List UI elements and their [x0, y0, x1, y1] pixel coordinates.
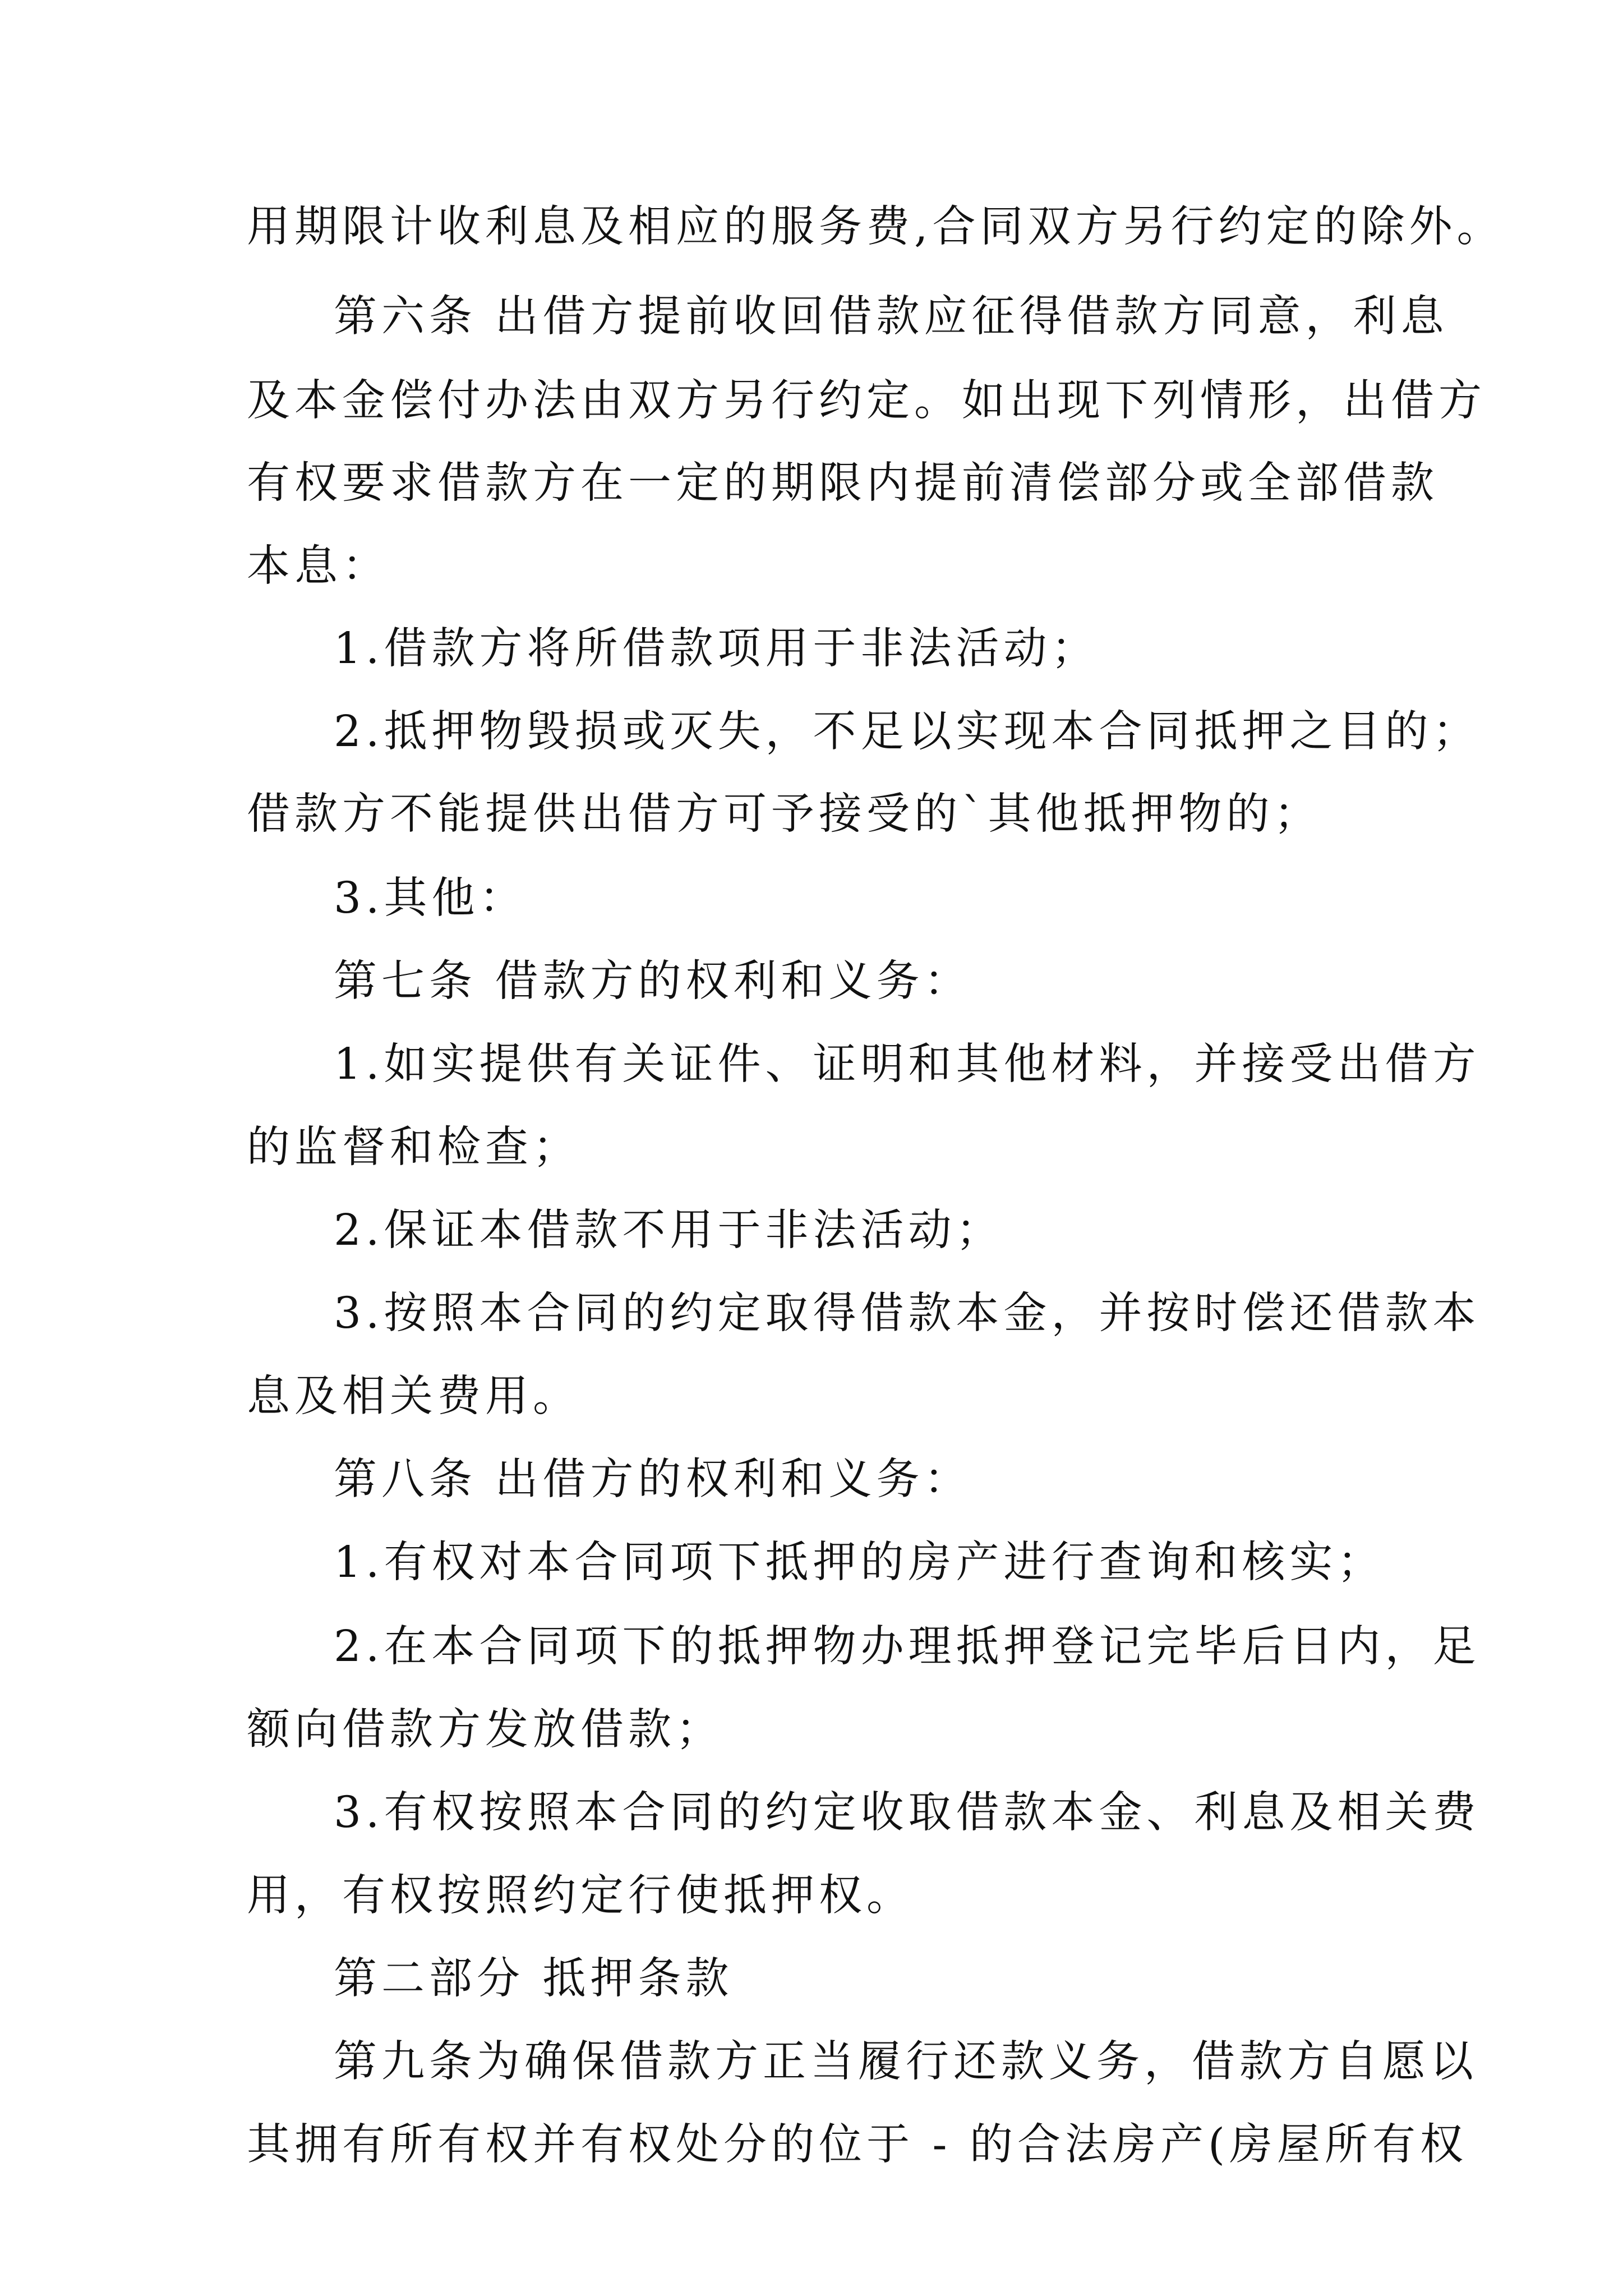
text-line: 额向借款方发放借款；	[247, 1705, 723, 1755]
text-line: 有权要求借款方在一定的期限内提前清偿部分或全部借款	[247, 458, 1438, 508]
text-line: 用期限计收利息及相应的服务费,合同双方另行约定的除外。	[247, 202, 1505, 252]
text-line: 2.抵押物毁损或灭失，不足以实现本合同抵押之目的；	[334, 707, 1481, 757]
text-line: 1.借款方将所借款项用于非法活动；	[334, 624, 1099, 674]
text-line: 用，有权按照约定行使抵押权。	[247, 1871, 914, 1921]
text-line: 1.有权对本合同项下抵押的房产进行查询和核实；	[334, 1538, 1385, 1588]
text-line: 的监督和检查；	[247, 1122, 580, 1172]
text-line: 息及相关费用。	[247, 1372, 580, 1421]
text-line: 第七条 借款方的权利和义务：	[334, 956, 972, 1006]
text-line: 2.在本合同项下的抵押物办理抵押登记完毕后日内，足	[334, 1622, 1481, 1672]
text-line: 1.如实提供有关证件、证明和其他材料，并接受出借方	[334, 1039, 1481, 1089]
text-line: 其拥有所有权并有权处分的位于 - 的合法房产(房屋所有权	[247, 2120, 1468, 2170]
text-line: 及本金偿付办法由双方另行约定。如出现下列情形，出借方	[247, 376, 1486, 426]
text-line: 第六条 出借方提前收回借款应征得借款方同意，利息	[334, 292, 1449, 342]
text-line: 第二部分 抵押条款	[334, 1954, 734, 2004]
text-line: 第九条为确保借款方正当履行还款义务，借款方自愿以	[334, 2037, 1478, 2087]
text-line: 3.按照本合同的约定取得借款本金，并按时偿还借款本	[334, 1289, 1481, 1338]
text-line: 3.其他：	[334, 873, 527, 923]
text-line: 第八条 出借方的权利和义务：	[334, 1455, 972, 1504]
text-line: 2.保证本借款不用于非法活动；	[334, 1205, 1004, 1255]
text-line: 本息：	[247, 541, 390, 591]
text-line: 3.有权按照本合同的约定收取借款本金、利息及相关费	[334, 1788, 1481, 1838]
text-line: 借款方不能提供出借方可予接受的`其他抵押物的；	[247, 789, 1322, 839]
